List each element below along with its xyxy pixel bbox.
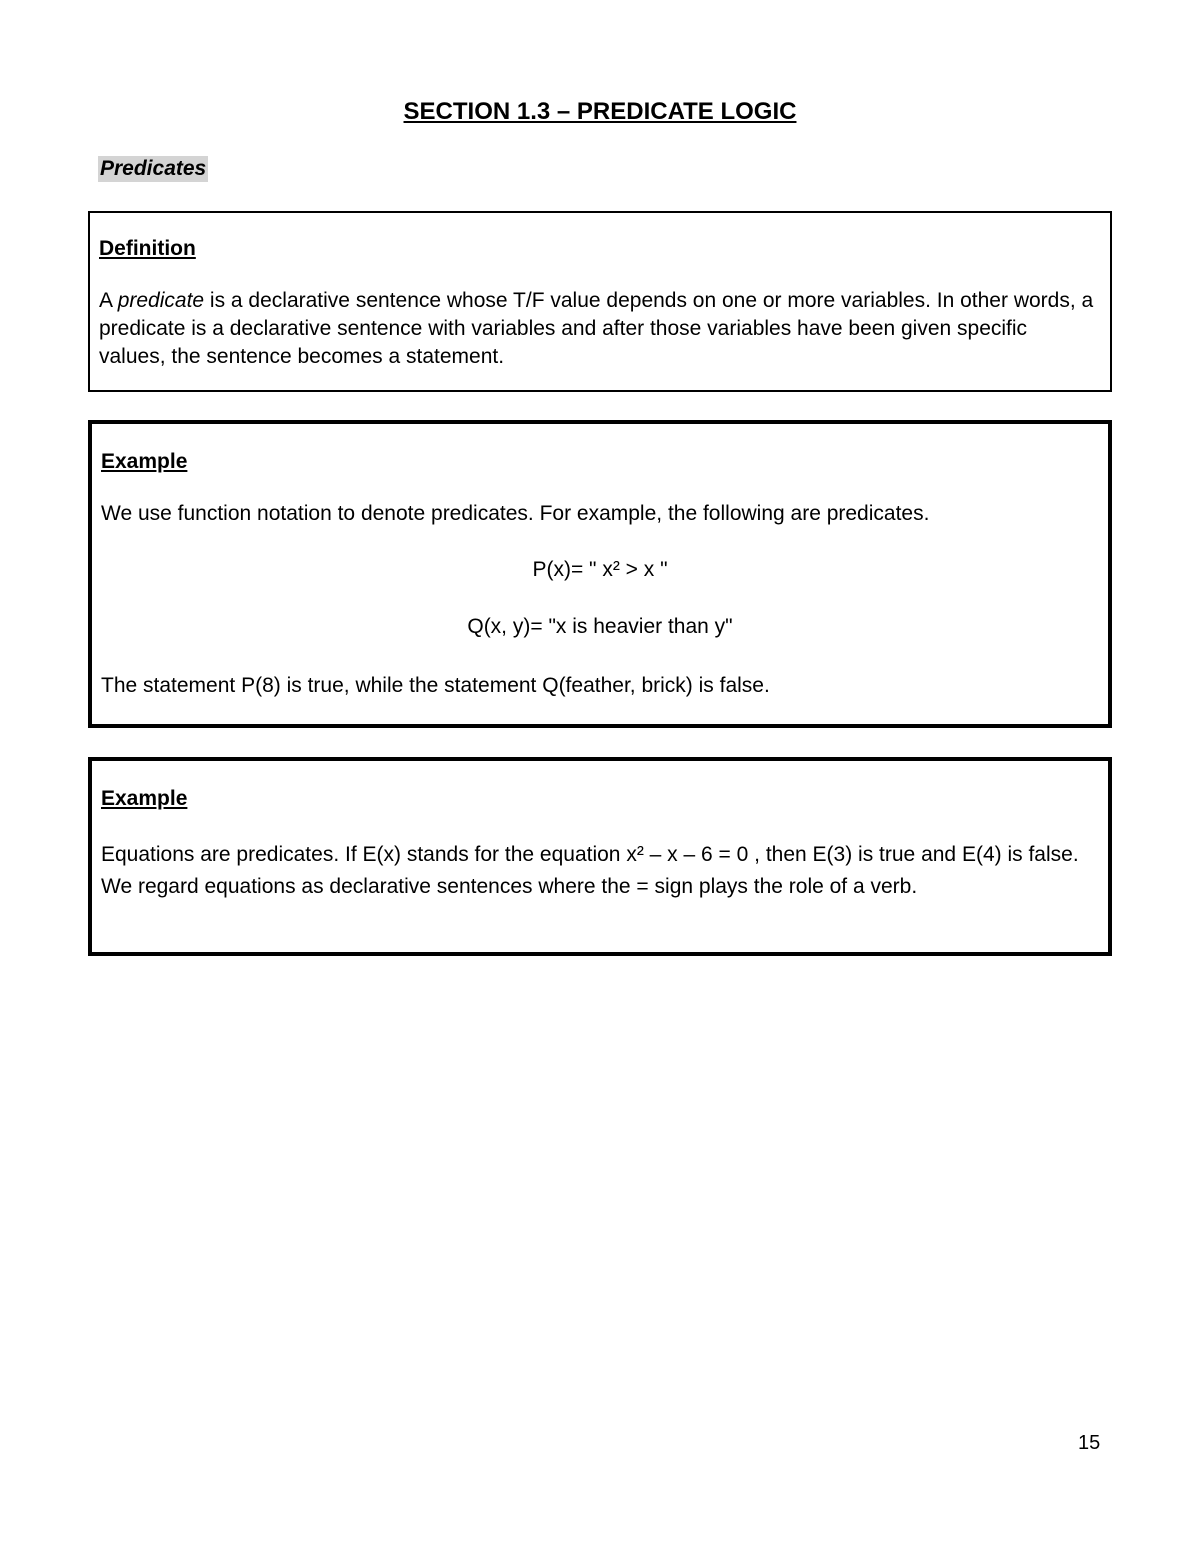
definition-text-post: is a declarative sentence whose T/F value depends on one or more variables. In other words, a predicate is a declarative sentence with variables and after those variables have been given specific values, the sentence becomes a statement. [99, 289, 1094, 368]
statement-p8: P(8) [241, 674, 281, 697]
ex2-equation: x² – x – 6 = 0 [626, 843, 749, 866]
formula-q-rhs: = "x is heavier than y" [530, 615, 733, 638]
formula-q [92, 615, 1108, 639]
statement-text-c: is false. [692, 674, 770, 697]
page-number: 15 [1078, 1432, 1101, 1454]
example-box-1 [88, 420, 1112, 728]
example-1-heading: Example [101, 450, 188, 473]
example-2-text [101, 839, 1101, 903]
subheading-predicates: Predicates [100, 157, 207, 180]
ex2-e3: E(3) [812, 843, 853, 866]
formula-q-lhs: Q(x, y) [467, 615, 531, 638]
statement-text-b: is true, while the statement [280, 674, 543, 697]
formula-p [92, 558, 1108, 582]
definition-term: predicate [117, 289, 205, 312]
definition-text-pre: A [99, 289, 118, 312]
ex2-text-4: is true and [852, 843, 962, 866]
definition-text [99, 287, 1099, 371]
statement-q: Q(feather, brick) [542, 674, 693, 697]
definition-box [88, 211, 1112, 392]
example-1-statement [101, 672, 1101, 700]
ex2-text-3: , then [748, 843, 813, 866]
ex2-text-1: Equations are predicates. If [101, 843, 363, 866]
ex2-e4: E(4) [961, 843, 1002, 866]
example-2-heading: Example [101, 787, 188, 810]
example-1-intro: We use function notation to denote predicates. For example, the following are predicates. [101, 502, 930, 525]
ex2-ex: E(x) [362, 843, 401, 866]
example-box-2 [88, 757, 1112, 956]
formula-p-rhs: = " x² > x " [570, 558, 668, 581]
definition-heading: Definition [99, 237, 196, 260]
statement-text-a: The statement [101, 674, 242, 697]
page-title: SECTION 1.3 – PREDICATE LOGIC [403, 98, 797, 125]
ex2-text-2: stands for the equation [401, 843, 627, 866]
ex2-text-5: is false. We regard equations as declarative sentences where the = sign plays the role of a verb. [101, 843, 1079, 898]
formula-p-lhs: P(x) [532, 558, 571, 581]
